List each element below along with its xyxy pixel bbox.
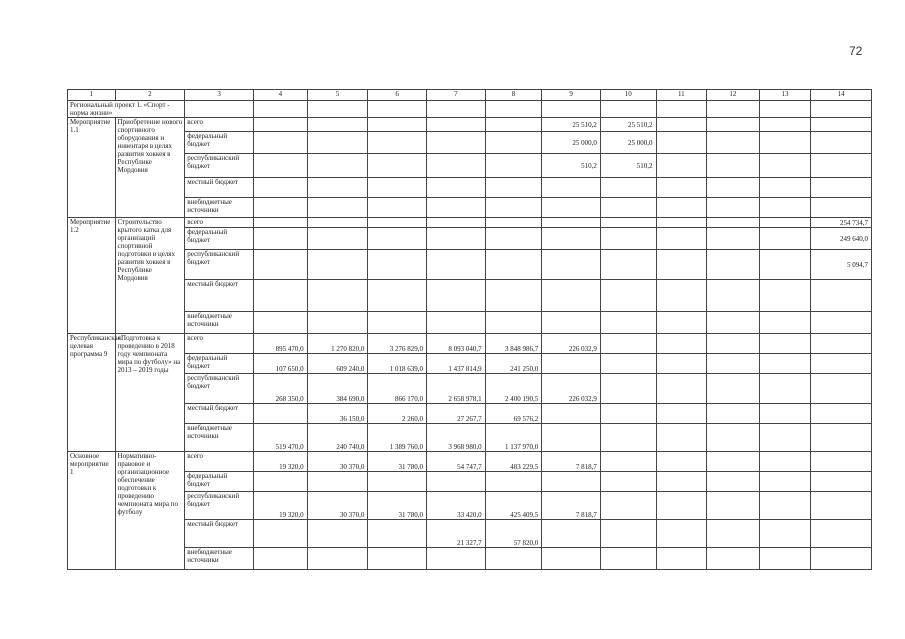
table-row	[68, 312, 872, 334]
amount-cell	[485, 198, 542, 218]
amount-cell	[600, 492, 656, 520]
amount-cell	[368, 520, 427, 548]
amount-cell: 8 093 040,7	[426, 334, 485, 354]
amount-cell	[759, 250, 811, 280]
amount-cell: 3 276 829,0	[368, 334, 427, 354]
funding-source: всего	[185, 452, 254, 472]
amount-cell	[811, 472, 872, 492]
amount-cell	[485, 312, 542, 334]
column-header: 11	[656, 90, 707, 101]
amount-cell	[368, 280, 427, 312]
amount-cell: 425 409,5	[485, 492, 542, 520]
amount-cell	[759, 312, 811, 334]
funding-source: федеральный бюджет	[185, 132, 254, 154]
amount-cell: 30 370,0	[307, 452, 368, 472]
amount-cell	[600, 404, 656, 424]
amount-cell	[656, 250, 707, 280]
amount-cell: 483 229,5	[485, 452, 542, 472]
funding-source: республиканский бюджет	[185, 492, 254, 520]
amount-cell: 254 734,7	[811, 218, 872, 228]
amount-cell	[707, 334, 760, 354]
column-header: 6	[368, 90, 427, 101]
amount-cell: 57 820,0	[485, 520, 542, 548]
amount-cell	[656, 452, 707, 472]
amount-cell	[707, 520, 760, 548]
amount-cell	[600, 548, 656, 570]
amount-cell	[656, 354, 707, 374]
funding-source: федеральный бюджет	[185, 472, 254, 492]
column-header: 14	[811, 90, 872, 101]
amount-cell: 1 137 970,0	[485, 424, 542, 452]
amount-cell	[426, 472, 485, 492]
amount-cell	[759, 118, 811, 132]
amount-cell	[811, 280, 872, 312]
header-row	[68, 90, 872, 101]
amount-cell: 895 470,0	[254, 334, 308, 354]
funding-source: республиканский бюджет	[185, 250, 254, 280]
amount-cell: 1 437 814,9	[426, 354, 485, 374]
amount-cell	[707, 280, 760, 312]
amount-cell	[656, 492, 707, 520]
amount-cell	[811, 132, 872, 154]
amount-cell	[426, 154, 485, 178]
amount-cell: 30 370,0	[307, 492, 368, 520]
amount-cell	[656, 178, 707, 198]
amount-cell	[600, 312, 656, 334]
amount-cell: 107 650,0	[254, 354, 308, 374]
amount-cell: 1 389 760,0	[368, 424, 427, 452]
funding-source: внебюджетные источники	[185, 548, 254, 570]
amount-cell	[542, 312, 601, 334]
table-row	[68, 374, 872, 404]
amount-cell	[656, 198, 707, 218]
amount-cell	[485, 178, 542, 198]
activity-code: Основное мероприятие 1	[68, 452, 116, 570]
amount-cell: 7 818,7	[542, 492, 601, 520]
amount-cell	[811, 404, 872, 424]
amount-cell	[254, 250, 308, 280]
amount-cell	[707, 374, 760, 404]
activity-code: Республиканская целевая программа 9	[68, 334, 116, 452]
funding-source: всего	[185, 334, 254, 354]
amount-cell	[485, 118, 542, 132]
budget-table	[67, 89, 872, 570]
amount-cell	[707, 198, 760, 218]
amount-cell	[600, 250, 656, 280]
amount-cell	[759, 334, 811, 354]
amount-cell	[542, 250, 601, 280]
amount-cell	[707, 424, 760, 452]
amount-cell	[707, 218, 760, 228]
amount-cell	[426, 548, 485, 570]
table-row	[68, 280, 872, 312]
table-row	[68, 548, 872, 570]
amount-cell	[707, 178, 760, 198]
amount-cell	[368, 154, 427, 178]
amount-cell	[307, 312, 368, 334]
amount-cell: 226 032,9	[542, 374, 601, 404]
amount-cell	[485, 218, 542, 228]
amount-cell	[368, 198, 427, 218]
amount-cell	[307, 548, 368, 570]
amount-cell	[811, 178, 872, 198]
amount-cell: 2 400 190,5	[485, 374, 542, 404]
amount-cell: 25 000,0	[600, 132, 656, 154]
amount-cell	[600, 424, 656, 452]
amount-cell: 31 780,0	[368, 492, 427, 520]
table-row	[68, 132, 872, 154]
amount-cell	[542, 178, 601, 198]
amount-cell	[707, 250, 760, 280]
amount-cell: 240 740,0	[307, 424, 368, 452]
amount-cell	[811, 548, 872, 570]
regional-project-row	[68, 101, 872, 118]
amount-cell	[254, 118, 308, 132]
amount-cell: 3 968 980,0	[426, 424, 485, 452]
table-row	[68, 228, 872, 250]
amount-cell	[307, 280, 368, 312]
amount-cell	[542, 548, 601, 570]
amount-cell	[707, 492, 760, 520]
amount-cell	[307, 218, 368, 228]
regional-project-title: Региональный проект 1. «Спорт - норма жизни»	[68, 101, 185, 118]
amount-cell	[426, 132, 485, 154]
amount-cell	[254, 228, 308, 250]
amount-cell	[759, 452, 811, 472]
column-header: 5	[307, 90, 368, 101]
amount-cell	[542, 404, 601, 424]
amount-cell	[759, 154, 811, 178]
amount-cell	[542, 354, 601, 374]
amount-cell	[485, 154, 542, 178]
amount-cell	[811, 520, 872, 548]
amount-cell	[656, 520, 707, 548]
amount-cell	[656, 280, 707, 312]
amount-cell	[368, 178, 427, 198]
amount-cell	[254, 218, 308, 228]
amount-cell: 510,2	[600, 154, 656, 178]
amount-cell	[811, 312, 872, 334]
amount-cell	[656, 374, 707, 404]
amount-cell	[811, 198, 872, 218]
funding-source: всего	[185, 218, 254, 228]
table-row	[68, 404, 872, 424]
amount-cell	[254, 404, 308, 424]
amount-cell	[759, 492, 811, 520]
table-row	[68, 250, 872, 280]
amount-cell	[811, 492, 872, 520]
amount-cell	[600, 228, 656, 250]
table-row	[68, 452, 872, 472]
amount-cell	[307, 132, 368, 154]
amount-cell	[811, 334, 872, 354]
amount-cell	[542, 228, 601, 250]
amount-cell: 268 350,0	[254, 374, 308, 404]
table-row	[68, 354, 872, 374]
amount-cell	[485, 548, 542, 570]
amount-cell: 25 000,0	[542, 132, 601, 154]
amount-cell	[426, 228, 485, 250]
amount-cell	[759, 354, 811, 374]
amount-cell	[254, 472, 308, 492]
amount-cell	[656, 404, 707, 424]
amount-cell	[707, 472, 760, 492]
amount-cell	[368, 118, 427, 132]
amount-cell	[811, 354, 872, 374]
amount-cell: 1 018 639,0	[368, 354, 427, 374]
funding-source: всего	[185, 118, 254, 132]
amount-cell: 241 250,0	[485, 354, 542, 374]
amount-cell	[707, 548, 760, 570]
amount-cell: 69 576,2	[485, 404, 542, 424]
amount-cell	[307, 118, 368, 132]
amount-cell	[707, 354, 760, 374]
amount-cell: 3 848 986,7	[485, 334, 542, 354]
amount-cell	[707, 132, 760, 154]
column-header: 13	[759, 90, 811, 101]
amount-cell	[759, 228, 811, 250]
amount-cell	[656, 334, 707, 354]
funding-source: внебюджетные источники	[185, 312, 254, 334]
amount-cell	[600, 374, 656, 404]
funding-source: федеральный бюджет	[185, 354, 254, 374]
table-row	[68, 154, 872, 178]
amount-cell	[254, 520, 308, 548]
table-row	[68, 520, 872, 548]
column-header: 4	[254, 90, 308, 101]
amount-cell: 31 780,0	[368, 452, 427, 472]
amount-cell	[307, 250, 368, 280]
amount-cell	[426, 198, 485, 218]
column-header: 1	[68, 90, 116, 101]
activity-code: Мероприятие 1.2	[68, 218, 116, 334]
amount-cell	[707, 312, 760, 334]
amount-cell	[368, 312, 427, 334]
funding-source: местный бюджет	[185, 520, 254, 548]
amount-cell	[656, 218, 707, 228]
table-row	[68, 178, 872, 198]
funding-source: внебюджетные источники	[185, 198, 254, 218]
amount-cell: 21 327,7	[426, 520, 485, 548]
amount-cell	[485, 228, 542, 250]
activity-code: Мероприятие 1.1	[68, 118, 116, 218]
column-header: 2	[115, 90, 185, 101]
amount-cell: 249 640,0	[811, 228, 872, 250]
amount-cell	[542, 472, 601, 492]
amount-cell: 609 240,0	[307, 354, 368, 374]
amount-cell	[307, 228, 368, 250]
amount-cell	[254, 178, 308, 198]
amount-cell	[542, 198, 601, 218]
amount-cell: 519 470,0	[254, 424, 308, 452]
amount-cell	[542, 424, 601, 452]
amount-cell	[254, 312, 308, 334]
amount-cell	[542, 218, 601, 228]
amount-cell	[656, 472, 707, 492]
amount-cell	[759, 472, 811, 492]
amount-cell	[426, 280, 485, 312]
amount-cell	[656, 548, 707, 570]
amount-cell	[600, 354, 656, 374]
amount-cell: 1 270 820,0	[307, 334, 368, 354]
amount-cell	[426, 218, 485, 228]
amount-cell	[656, 118, 707, 132]
amount-cell: 33 420,0	[426, 492, 485, 520]
amount-cell	[811, 452, 872, 472]
amount-cell	[811, 424, 872, 452]
funding-source: республиканский бюджет	[185, 154, 254, 178]
amount-cell	[759, 218, 811, 228]
amount-cell	[307, 154, 368, 178]
amount-cell	[759, 178, 811, 198]
amount-cell: 19 320,0	[254, 492, 308, 520]
amount-cell	[368, 472, 427, 492]
amount-cell	[600, 218, 656, 228]
funding-source: местный бюджет	[185, 404, 254, 424]
amount-cell	[600, 178, 656, 198]
page-number: 72	[849, 44, 863, 58]
amount-cell: 19 320,0	[254, 452, 308, 472]
table-row	[68, 424, 872, 452]
activity-name: Приобретение нового спортивного оборудования и инвентаря в целях развития хоккея в Республике Мордовия	[115, 118, 185, 218]
amount-cell	[254, 154, 308, 178]
amount-cell	[368, 218, 427, 228]
funding-source: местный бюджет	[185, 280, 254, 312]
amount-cell	[759, 404, 811, 424]
table-row	[68, 472, 872, 492]
funding-source: внебюджетные источники	[185, 424, 254, 452]
column-header: 8	[485, 90, 542, 101]
amount-cell	[368, 228, 427, 250]
column-header: 12	[707, 90, 760, 101]
amount-cell	[656, 228, 707, 250]
amount-cell	[707, 118, 760, 132]
amount-cell	[307, 178, 368, 198]
amount-cell: 25 510,2	[600, 118, 656, 132]
table-row	[68, 334, 872, 354]
amount-cell	[707, 228, 760, 250]
amount-cell	[600, 472, 656, 492]
amount-cell	[426, 118, 485, 132]
amount-cell	[600, 334, 656, 354]
amount-cell	[368, 132, 427, 154]
amount-cell: 510,2	[542, 154, 601, 178]
activity-name: Нормативно-правовое и организационное обеспечение подготовки к проведению чемпионата мира по футболу	[115, 452, 185, 570]
amount-cell	[600, 452, 656, 472]
funding-source: республиканский бюджет	[185, 374, 254, 404]
column-header: 9	[542, 90, 601, 101]
amount-cell	[254, 198, 308, 218]
amount-cell	[811, 374, 872, 404]
funding-source: федеральный бюджет	[185, 228, 254, 250]
amount-cell	[759, 198, 811, 218]
amount-cell: 7 818,7	[542, 452, 601, 472]
column-header: 3	[185, 90, 254, 101]
column-header: 7	[426, 90, 485, 101]
amount-cell	[485, 132, 542, 154]
amount-cell	[600, 280, 656, 312]
amount-cell	[426, 250, 485, 280]
amount-cell	[707, 404, 760, 424]
amount-cell	[254, 280, 308, 312]
amount-cell	[426, 312, 485, 334]
amount-cell	[307, 520, 368, 548]
amount-cell	[759, 520, 811, 548]
amount-cell: 384 690,0	[307, 374, 368, 404]
amount-cell	[759, 548, 811, 570]
activity-name: Строительство крытого катка для организаций спортивной подготовки в целях развития хоккея в Республике Мордовия	[115, 218, 185, 334]
amount-cell: 25 510,2	[542, 118, 601, 132]
amount-cell	[485, 472, 542, 492]
amount-cell	[759, 374, 811, 404]
column-header: 10	[600, 90, 656, 101]
amount-cell: 5 094,7	[811, 250, 872, 280]
table-row	[68, 218, 872, 228]
amount-cell: 2 658 978,1	[426, 374, 485, 404]
amount-cell	[542, 520, 601, 548]
amount-cell	[426, 178, 485, 198]
amount-cell: 866 170,0	[368, 374, 427, 404]
amount-cell	[600, 198, 656, 218]
amount-cell	[368, 548, 427, 570]
amount-cell	[485, 250, 542, 280]
amount-cell	[307, 198, 368, 218]
amount-cell	[600, 520, 656, 548]
amount-cell	[254, 548, 308, 570]
table-row	[68, 492, 872, 520]
amount-cell	[811, 118, 872, 132]
amount-cell	[254, 132, 308, 154]
amount-cell	[707, 452, 760, 472]
amount-cell: 54 747,7	[426, 452, 485, 472]
amount-cell	[707, 154, 760, 178]
amount-cell: 2 260,0	[368, 404, 427, 424]
amount-cell	[811, 154, 872, 178]
amount-cell: 27 267,7	[426, 404, 485, 424]
table-row	[68, 118, 872, 132]
activity-name: «Подготовка к проведению в 2018 году чемпионата мира по футболу» на 2013 – 2019 годы	[115, 334, 185, 452]
amount-cell	[759, 132, 811, 154]
funding-source: местный бюджет	[185, 178, 254, 198]
amount-cell	[656, 132, 707, 154]
amount-cell	[368, 250, 427, 280]
amount-cell: 36 150,0	[307, 404, 368, 424]
table-row	[68, 198, 872, 218]
amount-cell	[485, 280, 542, 312]
amount-cell	[759, 280, 811, 312]
amount-cell	[656, 154, 707, 178]
amount-cell	[307, 472, 368, 492]
amount-cell	[542, 280, 601, 312]
amount-cell: 226 032,9	[542, 334, 601, 354]
amount-cell	[656, 424, 707, 452]
amount-cell	[656, 312, 707, 334]
amount-cell	[759, 424, 811, 452]
